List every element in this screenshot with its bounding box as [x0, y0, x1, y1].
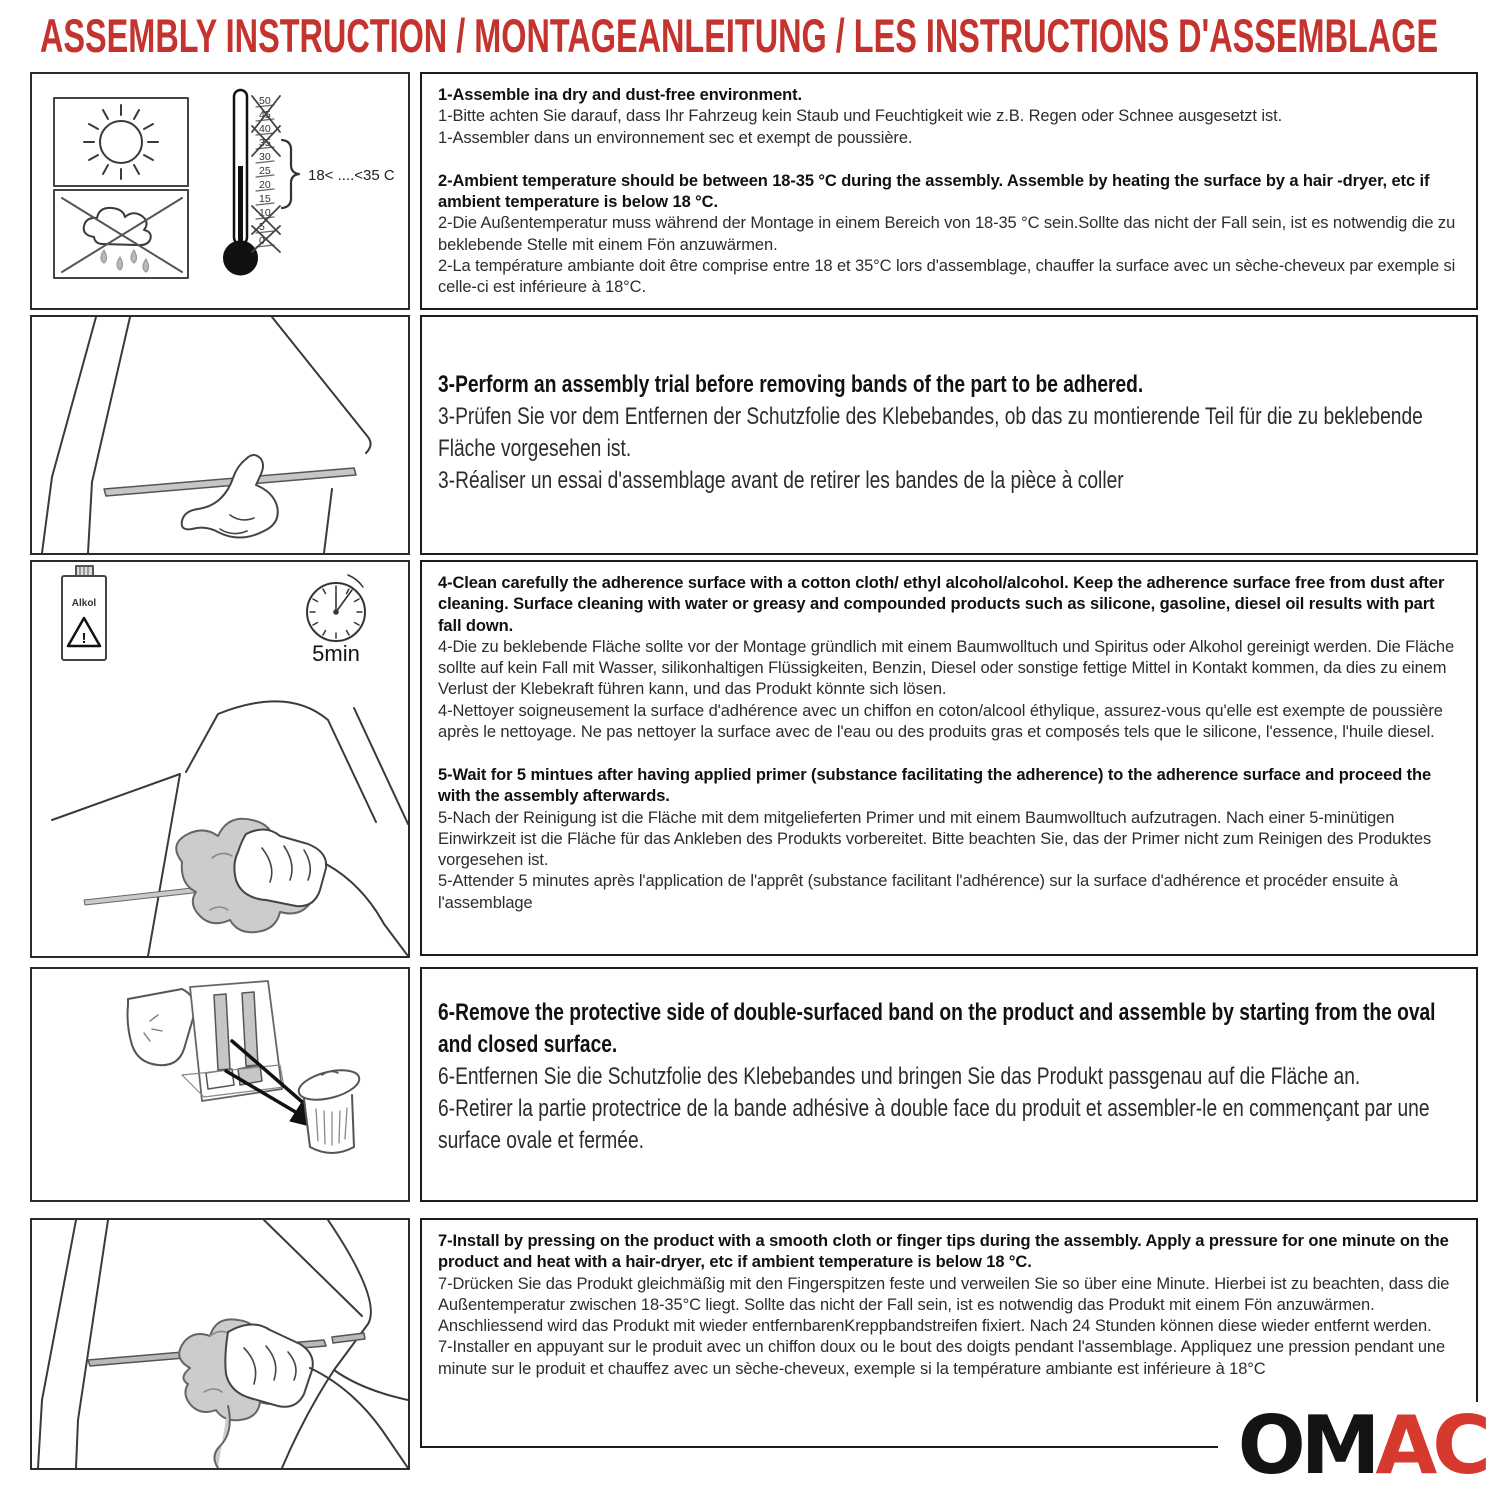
- illustration-remove-protective-band: [30, 967, 410, 1202]
- instruction-paragraph: 7-Drücken Sie das Produkt gleichmäßig mit den Fingerspitzen feste und verweilen Sie so über eine Minute. Hierbei ist zu beachten, dass die Außentemperatur zwischen 18-35°C liegt. Sollte das nicht der Fall sein, ist es notwendig das Produkt mit einem Fön anzuwärmen. Anschliessend wird das Produkt mit wieder entfernbarenKreppbandstreifen fixiert. Nach 24 Stunden können diese wieder entfernt werden.: [438, 1273, 1450, 1335]
- bottle-label: Alkol: [71, 598, 97, 609]
- climate-thermometer-icon: [32, 74, 408, 308]
- instruction-paragraph: 3-Perform an assembly trial before removing bands of the part to be adhered.: [438, 371, 1144, 398]
- illustration-assembly-trial: [30, 315, 410, 555]
- scale-label: 35: [259, 137, 271, 149]
- instruction-paragraph: 2-Die Außentemperatur muss während der Montage in einem Bereich von 18-35 °C sein.Sollte das nicht der Fall sein, ist es notwendig die zu beklebende Stelle mit einem Fön anzuwärmen.: [438, 213, 1456, 254]
- alcohol-bottle-icon: [62, 566, 106, 660]
- no-rain-icon: [62, 198, 182, 272]
- instruction-paragraph: 6-Entfernen Sie die Schutzfolie des Klebebandes und bringen Sie das Produkt passgenau auf die Fläche an.: [438, 1062, 1361, 1090]
- car-window-trim-hand-drawing: [32, 317, 408, 553]
- instruction-paragraph: 2-Ambient temperature should be between 18-35 °C during the assembly. Assemble by heating the surface by a hair -dryer, etc if ambient temperature is below 18 °C.: [438, 170, 1430, 211]
- instruction-paragraph: 1-Assemble ina dry and dust-free environment.: [438, 85, 803, 104]
- thermometer-icon: [224, 90, 395, 275]
- scale-label: 10: [259, 207, 271, 219]
- pressing-hand-cloth-drawing: [32, 1220, 408, 1468]
- scale-label: 25: [259, 165, 271, 177]
- scale-label: 20: [259, 179, 271, 191]
- instruction-paragraph: 5-Attender 5 minutes après l'application de l'apprêt (substance facilitant l'adhérence) sur la surface d'adhérence et procéder ensuite à l'assemblage: [438, 871, 1399, 912]
- illustration-climate-conditions: [30, 72, 410, 310]
- instruction-paragraph: 4-Nettoyer soigneusement la surface d'adhérence avec un chiffon en coton/alcool éthylique, assurez-vous qu'elle est exempte de poussière après le nettoyage. Ne pas nettoyer la surface avec de l'eau ou des produits gras et composés tels que le silicone, l'essence, l'huile diesel.: [438, 700, 1443, 741]
- holding-hand: [182, 455, 278, 538]
- clock-duration-label: 5min: [312, 641, 360, 666]
- scale-label: 30: [259, 151, 271, 163]
- peel-band-drawing: [32, 969, 408, 1200]
- illustration-surface-cleaning: [30, 560, 410, 958]
- peeling-hand: [128, 989, 195, 1065]
- instruction-paragraph: 7-Installer en appuyant sur le produit avec un chiffon doux ou le bout des doigts pendant l'assemblage. Appliquez une pression pendant une minute sur le produit et chauffez avec un sèche-cheveux, exemple si la température ambiante est inférieure à 18°C: [438, 1337, 1446, 1378]
- instruction-paragraph: 6-Retirer la partie protectrice de la bande adhésive à double face du produit et assembler-le en commençant par une surface ovale et fermée.: [438, 1094, 1430, 1154]
- warning-mark: !: [81, 630, 87, 647]
- instruction-paragraph: 1-Bitte achten Sie darauf, dass Ihr Fahrzeug kein Staub und Feuchtigkeit wie z.B. Regen oder Schnee ausgesetzt ist.: [438, 106, 1283, 126]
- logo-text-red: AC: [1375, 1399, 1486, 1492]
- instruction-paragraph: 5-Wait for 5 mintues after having applied primer (substance facilitating the adherence) to the adherence surface and proceed the with the assembly afterwards.: [438, 765, 1432, 806]
- temperature-range-label: 18< ....<35 C: [308, 167, 395, 184]
- scale-label: 50: [259, 95, 271, 107]
- instruction-paragraph: 1-Assembler dans un environnement sec et exempt de poussière.: [438, 127, 913, 147]
- pressing-hand-cloth: [179, 1319, 408, 1468]
- instructions-step-3: [420, 315, 1478, 555]
- omac-logo: [1218, 1399, 1494, 1492]
- cleaning-scene-drawing: [32, 562, 408, 956]
- instructions-step-4-5: [420, 560, 1478, 956]
- instruction-paragraph: 7-Install by pressing on the product with a smooth cloth or finger tips during the assembly. Apply a pressure for one minute on the product and heat with a hair-dryer, etc if ambient temperature is below 18 °C.: [438, 1231, 1449, 1272]
- illustration-press-install: [30, 1218, 410, 1470]
- scale-label: 45: [259, 109, 271, 121]
- sun-icon: [84, 105, 158, 179]
- logo-text-black: OM: [1237, 1399, 1376, 1492]
- scale-label: 15: [259, 193, 271, 205]
- scale-label: 40: [259, 123, 271, 135]
- instruction-paragraph: 5-Nach der Reinigung ist die Fläche mit dem mitgelieferten Primer und mit einem Baumwolltuch aufzutragen. Nach einer 5-minütigen Einwirkzeit ist die Fläche für das Ankleben des Produkts vorbereitet. Bitte beachten Sie, das der Primer nicht zum Reinigen des Produktes vorgesehen ist.: [438, 807, 1432, 869]
- instructions-step-6: [420, 967, 1478, 1202]
- instruction-paragraph: 3-Prüfen Sie vor dem Entfernen der Schutzfolie des Klebebandes, ob das zu montierende Teil für die zu beklebende Fläche vorgesehen ist.: [438, 402, 1423, 462]
- instruction-paragraph: 4-Die zu beklebende Fläche sollte vor der Montage gründlich mit einem Baumwolltuch und Spiritus oder Alkohol gereinigt werden. Die Fläche sollte auf kein Fall mit Wasser, silikonhaltigen Flüssigkeiten, Benzin, Diesel oder sonstige fettige Mittel in Kontakt kommen, da dies zu einem Verlust der Klebekraft führen kann, und das Produkt könnte sich lösen.: [438, 636, 1455, 699]
- trash-can-icon: [296, 1065, 362, 1153]
- wiping-hand-cloth: [176, 819, 408, 956]
- scale-label: 0: [259, 235, 265, 247]
- instructions-step-1-2: [420, 72, 1478, 310]
- instruction-paragraph: 2-La température ambiante doit être comprise entre 18 et 35°C lors d'assemblage, chauffer la surface avec un sèche-cheveux par exemple si celle-ci est inférieure à 18°C.: [438, 255, 1456, 296]
- scale-label: 5: [259, 221, 265, 233]
- instruction-paragraph: 3-Réaliser un essai d'assemblage avant de retirer les bandes de la pièce à coller: [438, 466, 1124, 494]
- instruction-paragraph: 4-Clean carefully the adherence surface with a cotton cloth/ ethyl alcohol/alcohol. Keep the adherence surface free from dust after cleaning. Surface cleaning with water or greasy and compounded products such as silicone, gasoline, diesel oil results with part fall down.: [438, 573, 1445, 635]
- clock-icon: [307, 575, 365, 641]
- instruction-paragraph: 6-Remove the protective side of double-surfaced band on the product and assemble by starting from the oval and closed surface.: [438, 999, 1436, 1058]
- page-title: ASSEMBLY INSTRUCTION / MONTAGEANLEITUNG / LES INSTRUCTIONS D'ASSEMBLAGE: [40, 9, 1439, 62]
